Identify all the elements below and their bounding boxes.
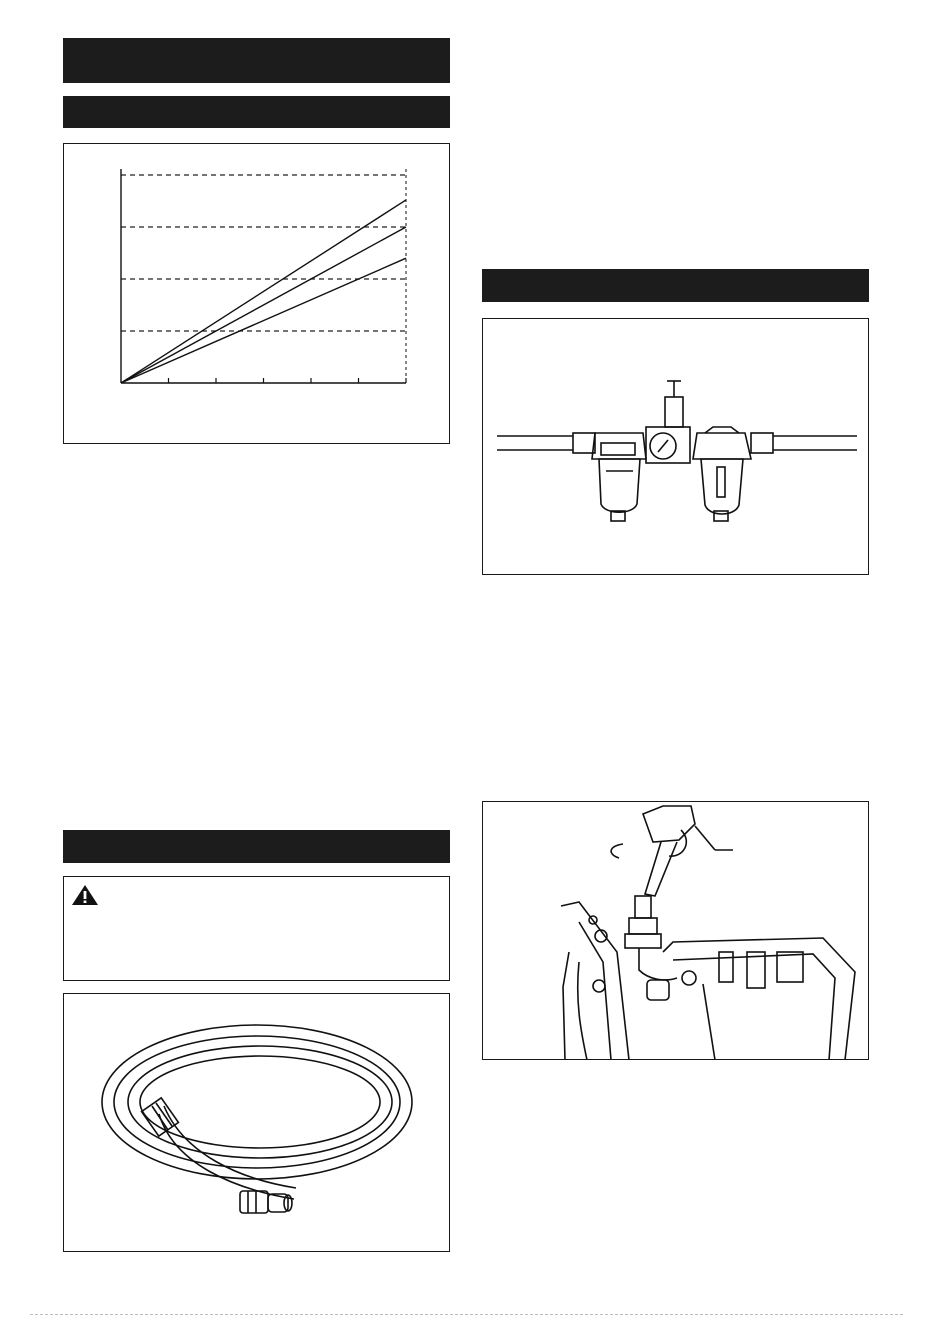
hose-figure [63,993,450,1252]
warning-box [63,876,450,981]
air-set-figure [482,318,869,575]
page-bottom-rule [30,1314,903,1315]
section-header-bar-hose [63,830,450,863]
section-header-bar-top [63,38,450,83]
chart-grid [121,175,406,331]
section-header-bar-chart [63,96,450,128]
air-hose-icon [64,994,451,1253]
oiling-figure [482,801,869,1060]
chart-lines [121,200,406,383]
chart [64,144,451,445]
warning-triangle-icon [70,883,100,907]
chart-series-line [121,258,406,383]
section-header-bar-air-supply [482,269,869,302]
chart-frame [63,143,450,444]
chart-series-line [121,227,406,383]
chart-axes [121,169,406,383]
oil-bottle-icon [483,802,870,1061]
filter-regulator-lubricator-icon [483,319,870,576]
chart-series-line [121,200,406,383]
